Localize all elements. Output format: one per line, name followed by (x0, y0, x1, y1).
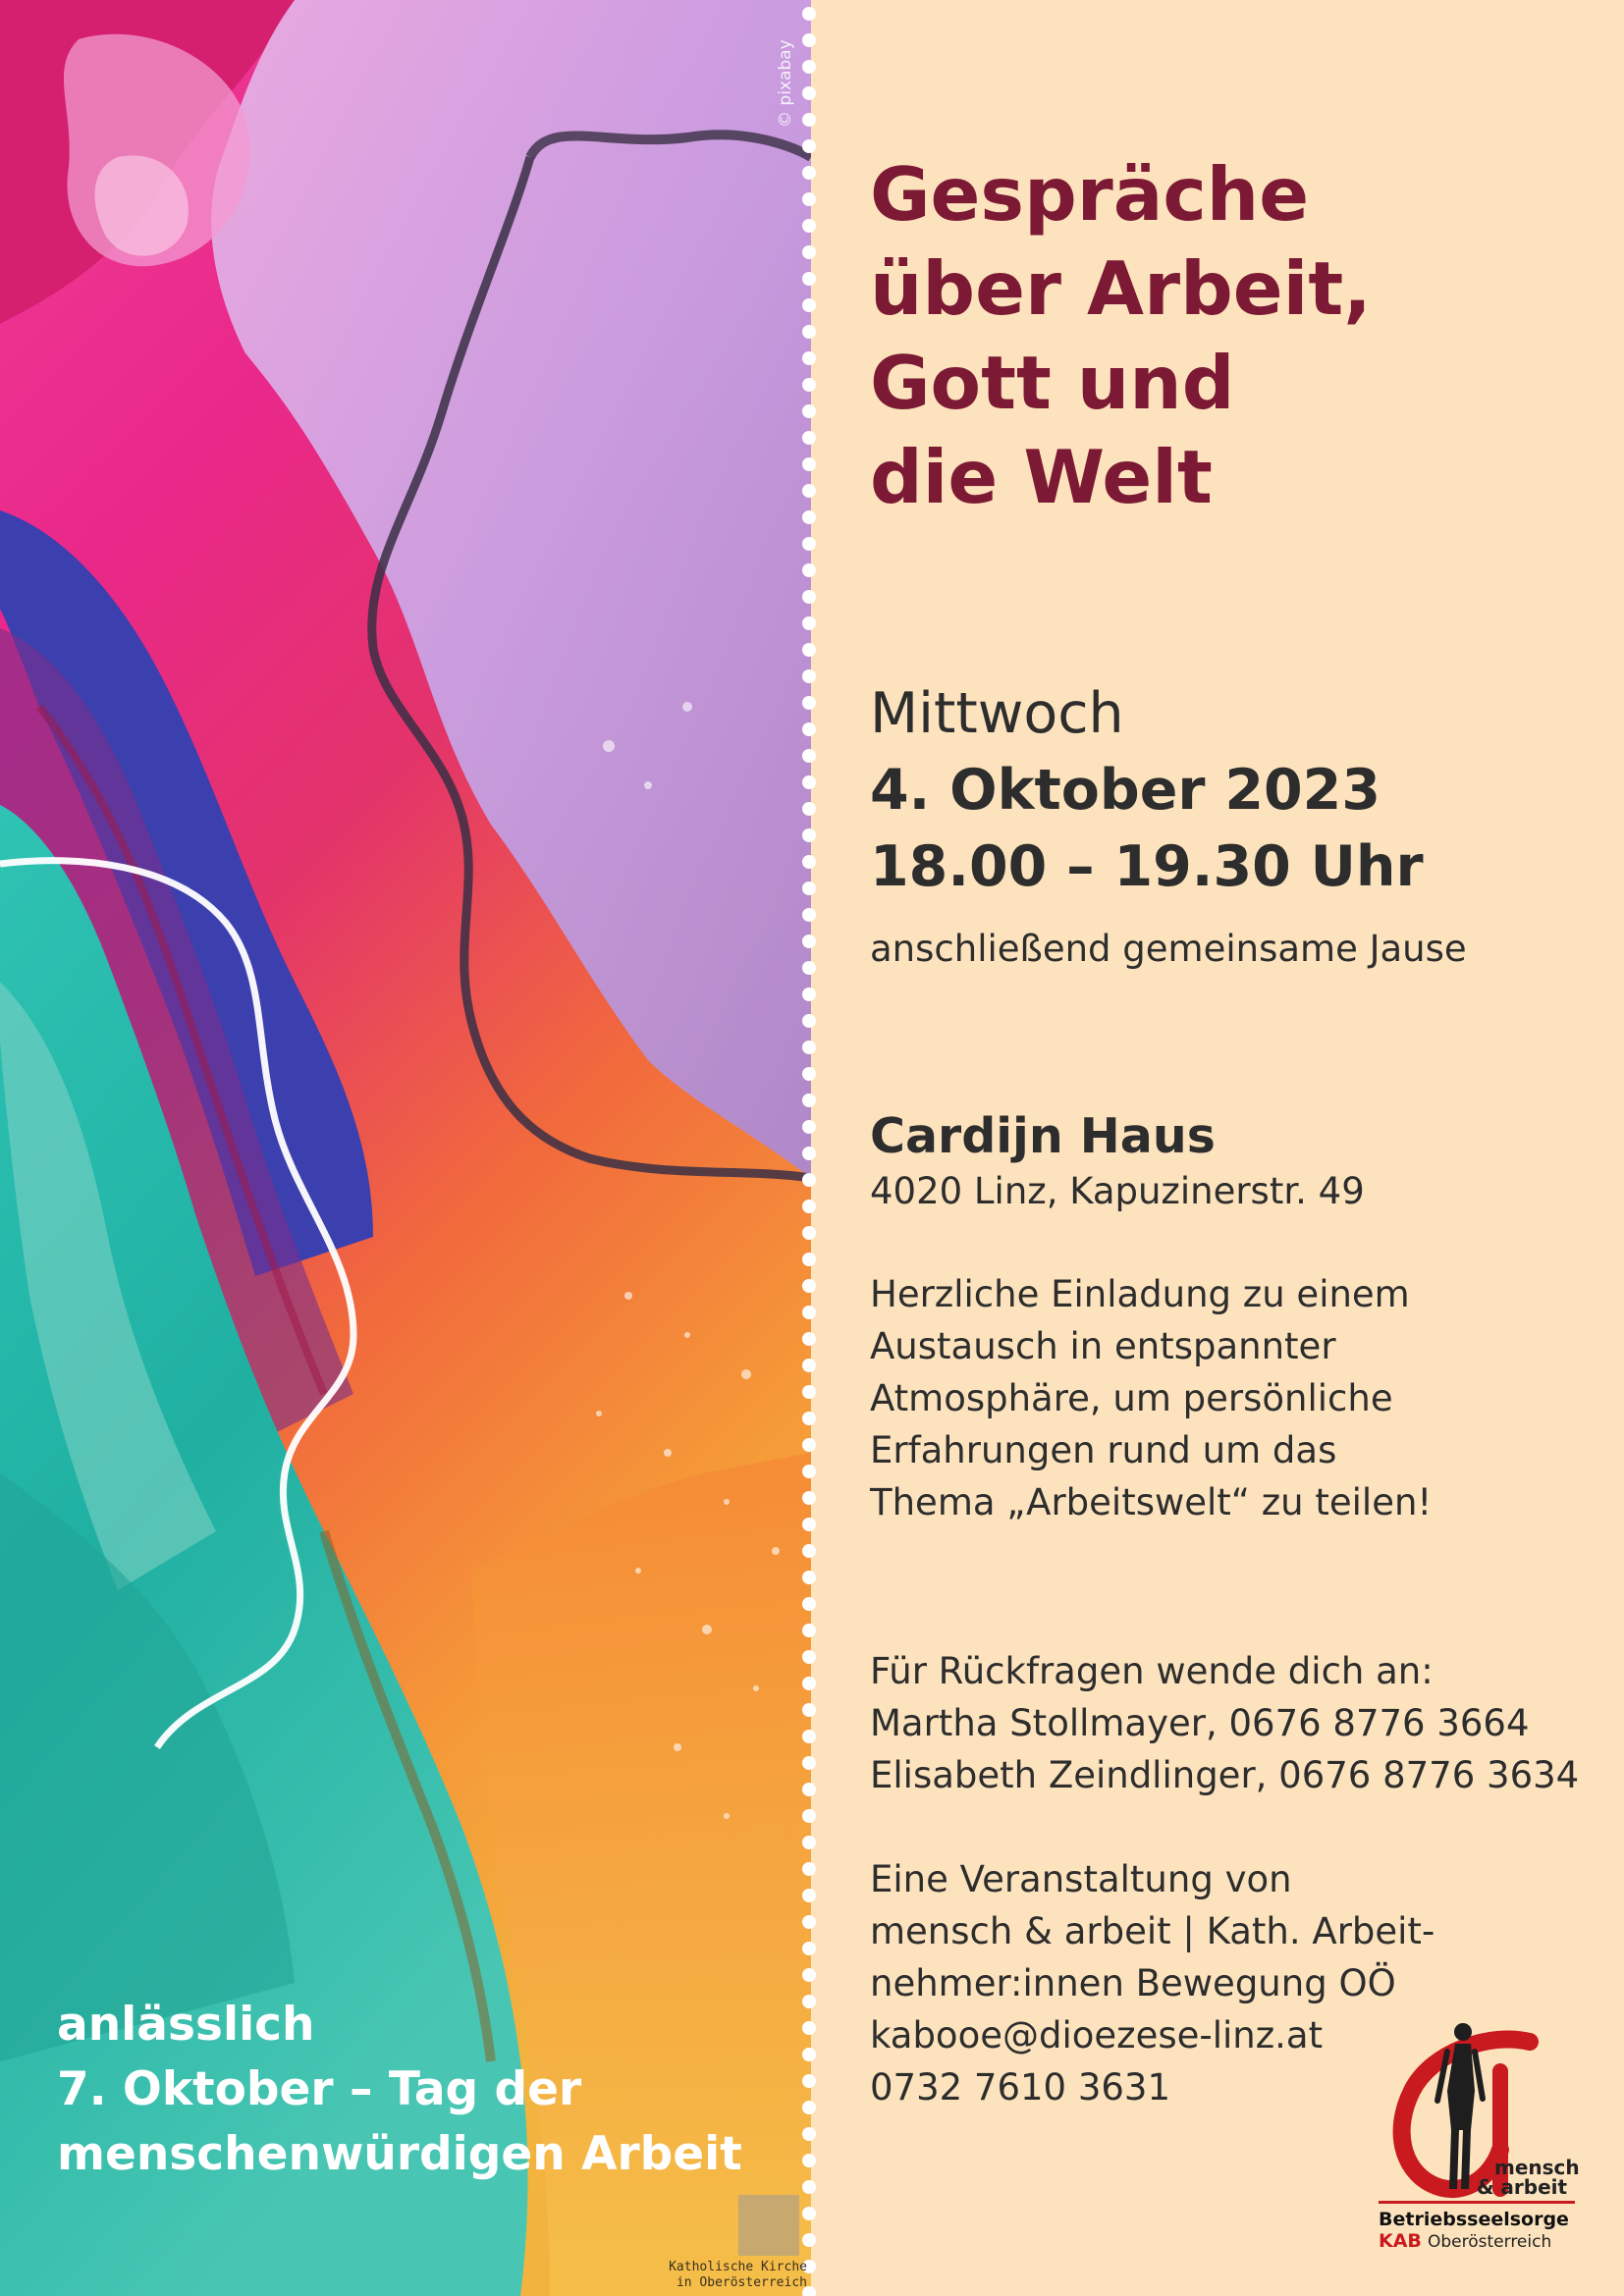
perforation-dot (802, 325, 816, 339)
perforation-dot (802, 86, 816, 100)
perforation-dot (802, 7, 816, 21)
perforation-dot (802, 1836, 816, 1849)
logo-text-arbeit: & arbeit (1477, 2175, 1568, 2199)
perforation-dot (802, 1995, 816, 2008)
event-title (870, 147, 1597, 524)
invitation-line: Thema „Arbeitswelt“ zu teilen! (870, 1481, 1433, 1523)
perforation-dot (802, 2180, 816, 2194)
perforation-dot (802, 1518, 816, 1531)
perforation-dot (802, 828, 816, 842)
title-line: über Arbeit, (870, 245, 1372, 332)
church-logo-mark (738, 2195, 799, 2256)
venue-address: 4020 Linz, Kapuzinerstr. 49 (870, 1170, 1365, 1212)
perforation-dot (802, 1703, 816, 1717)
perforation-dot (802, 934, 816, 948)
perforation-dot (802, 1041, 816, 1054)
perforation-dot (802, 1756, 816, 1770)
perforation-dot (802, 1279, 816, 1293)
contact-line: Martha Stollmayer, 0676 8776 3664 (870, 1702, 1530, 1744)
logo-divider (1379, 2201, 1575, 2204)
invitation-line: Atmosphäre, um persönliche (870, 1377, 1393, 1419)
title-line: Gott und (870, 340, 1235, 426)
mensch-und-arbeit-logo (1373, 2012, 1581, 2287)
perforation-dot (802, 1491, 816, 1505)
perforation-dot (802, 219, 816, 233)
perforation-dot (802, 1677, 816, 1690)
perforation-dot (802, 2048, 816, 2061)
church-logo-text (562, 2260, 807, 2291)
perforation-dot (802, 1783, 816, 1796)
perforation-dot (802, 2074, 816, 2088)
perforation-dot (802, 272, 816, 286)
perforation-dot (802, 245, 816, 259)
perforation-dot (802, 60, 816, 74)
perforation-dot (802, 484, 816, 498)
perforation-dot (802, 696, 816, 710)
title-line: Gespräche (870, 151, 1310, 238)
perforation-dot (802, 1412, 816, 1425)
perforation-dot (802, 881, 816, 895)
venue-name: Cardijn Haus (870, 1108, 1216, 1164)
perforation-dot (802, 1147, 816, 1160)
event-datetime (870, 675, 1597, 905)
perforation-dot (802, 1624, 816, 1637)
perforation-dot (802, 669, 816, 683)
perforation-dot (802, 1200, 816, 1213)
perforation-dot (802, 351, 816, 365)
perforation-dot (802, 1597, 816, 1611)
organizer-email: kabooe@dioezese-linz.at (870, 2014, 1324, 2056)
occasion-line: menschenwürdigen Arbeit (57, 2127, 742, 2181)
invitation-line: Herzliche Einladung zu einem (870, 1273, 1410, 1315)
perforation-dot (802, 537, 816, 551)
perforation-dot (802, 643, 816, 657)
perforation-dot (802, 378, 816, 392)
perforation-dot (802, 1067, 816, 1081)
perforation-dot (802, 192, 816, 206)
perforation-dot (802, 802, 816, 816)
perforation-dot (802, 1094, 816, 1107)
perforation-dot (802, 988, 816, 1001)
abstract-ink-artwork (0, 0, 811, 2296)
perforation-dot (802, 113, 816, 127)
perforation-dot (802, 1915, 816, 1929)
perforation-dot (802, 431, 816, 445)
event-time: 18.00 – 19.30 Uhr (870, 834, 1424, 899)
logo-text-mensch: mensch (1494, 2156, 1580, 2179)
perforation-dot (802, 298, 816, 312)
perforation-dot (802, 510, 816, 524)
perforation-dot (802, 2101, 816, 2114)
perforation-dot (802, 749, 816, 763)
perforation-dot (802, 590, 816, 604)
perforation-dot (802, 1306, 816, 1319)
perforation-dot (802, 1889, 816, 1902)
perforation-dot (802, 908, 816, 922)
contact-line: Für Rückfragen wende dich an: (870, 1650, 1434, 1692)
church-logo-line: in Oberösterreich (676, 2275, 807, 2290)
occasion-line: 7. Oktober – Tag der (57, 2062, 582, 2116)
invitation-line: Erfahrungen rund um das (870, 1429, 1337, 1471)
invitation-line: Austausch in entspannter (870, 1325, 1336, 1367)
church-logo (562, 2195, 807, 2293)
event-date: 4. Oktober 2023 (870, 758, 1380, 823)
perforation-dot (802, 1014, 816, 1028)
organizer-line: Eine Veranstaltung von (870, 1858, 1292, 1900)
perforation-dot (802, 1862, 816, 1876)
perforation-dot (802, 1942, 816, 1955)
perforation-dot (802, 2021, 816, 2035)
perforation-dot (802, 1809, 816, 1823)
logo-text-kab: KAB (1379, 2230, 1422, 2252)
church-logo-line: Katholische Kirche (669, 2260, 807, 2274)
logo-text-betriebsseelsorge: Betriebsseelsorge (1379, 2209, 1569, 2230)
perforation-dot (802, 855, 816, 869)
perforation-dot (802, 1465, 816, 1478)
perforation-dot (802, 616, 816, 630)
perforation-dot (802, 139, 816, 153)
organizer-phone: 0732 7610 3631 (870, 2066, 1171, 2109)
event-note: anschließend gemeinsame Jause (870, 928, 1467, 970)
perforation-dot (802, 961, 816, 975)
organizer-line: nehmer:innen Bewegung OÖ (870, 1962, 1396, 2004)
perforation-dot (802, 2127, 816, 2141)
photo-credit-text: © pixabay (776, 39, 795, 128)
perforation-dot (802, 166, 816, 180)
invitation-text (870, 1268, 1597, 1528)
perforation-dots (799, 0, 819, 2296)
logo-text-region: Oberösterreich (1428, 2232, 1552, 2252)
perforation-dot (802, 1120, 816, 1134)
perforation-dot (802, 1438, 816, 1452)
perforation-dot (802, 1253, 816, 1266)
contact-line: Elisabeth Zeindlinger, 0676 8776 3634 (870, 1754, 1580, 1796)
perforation-dot (802, 1571, 816, 1584)
occasion-text (57, 1993, 803, 2187)
event-weekday: Mittwoch (870, 681, 1124, 746)
perforation-dot (802, 404, 816, 418)
perforation-dot (802, 1385, 816, 1399)
perforation-dot (802, 33, 816, 47)
perforation-dot (802, 1730, 816, 1743)
title-line: die Welt (870, 434, 1213, 520)
perforation-dot (802, 1650, 816, 1664)
perforation-dot (802, 1968, 816, 1982)
perforation-dot (802, 1226, 816, 1240)
perforation-dot (802, 1332, 816, 1346)
organizer-info (870, 1853, 1435, 2113)
perforation-dot (802, 1359, 816, 1372)
perforation-dot (802, 563, 816, 577)
contact-info (870, 1645, 1579, 1801)
perforation-dot (802, 457, 816, 471)
perforation-dot (802, 722, 816, 736)
perforation-dot (802, 1173, 816, 1187)
occasion-line: anlässlich (57, 1998, 315, 2052)
perforation-dot (802, 2154, 816, 2167)
perforation-dot (802, 1544, 816, 1558)
perforation-dot (802, 775, 816, 789)
organizer-line: mensch & arbeit | Kath. Arbeit- (870, 1910, 1435, 1952)
